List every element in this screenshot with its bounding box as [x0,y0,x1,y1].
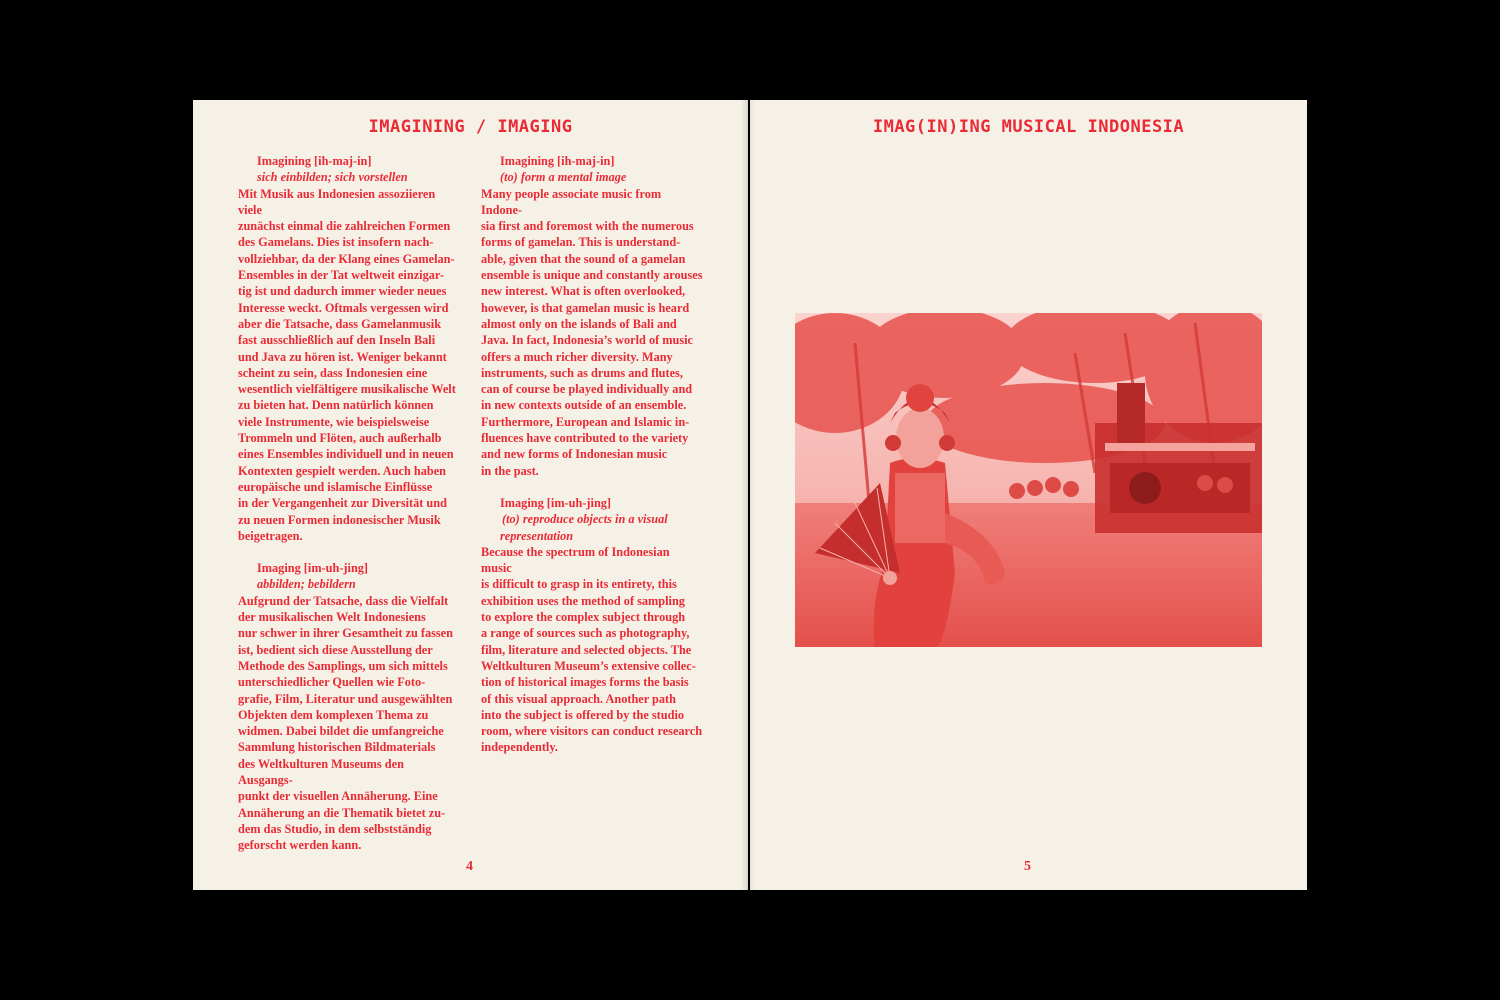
paragraph-imagining-de [238,186,460,545]
text-line: grafie, Film, Literatur und ausgewählten [238,691,453,706]
text-line: in new contexts outside of an ensemble. [481,398,687,413]
text-line: des Gamelans. Dies ist insofern nach- [238,235,434,250]
english-column [481,153,703,756]
text-line: Weltkulturen Museum’s extensive collec- [481,658,696,673]
german-column [238,153,460,853]
text-line: can of course be played individually and [481,382,693,397]
text-line: Java. In fact, Indonesia’s world of music [481,333,694,348]
text-line: and new forms of Indonesian music [481,447,668,462]
text-line: film, literature and selected objects. The [481,642,692,657]
text-line: geforscht werden kann. [238,838,362,853]
text-line: however, is that gamelan music is heard [481,300,690,315]
text-line: Kontexten gespielt werden. Auch haben [238,463,447,478]
text-line: Annäherung an die Thematik bietet zu- [238,805,446,820]
text-line: scheint zu sein, dass Indonesien eine [238,365,428,380]
text-line: room, where visitors can conduct research [481,724,703,739]
page-number-right: 5 [1024,859,1031,874]
term-imaging-de: Imaging [im-uh-jing] [257,561,369,576]
text-line: ist, bedient sich diese Ausstellung der [238,642,433,657]
left-page-heading: IMAGINING / IMAGING [368,117,573,137]
text-line: aber die Tatsache, dass Gamelanmusik [238,316,442,331]
text-line: nur schwer in ihrer Gesamtheit zu fassen [238,626,453,641]
term-imagining-en: Imagining [ih-maj-in] [500,154,615,168]
text-line: der musikalischen Welt Indonesiens [238,610,426,625]
paragraph-imaging-en [481,544,703,756]
text-line: exhibition uses the method of sampling [481,593,685,608]
translation-imaging-en-line2: representation [500,528,574,543]
text-line: unterschiedlicher Quellen wie Foto- [238,675,426,690]
text-line: in der Vergangenheit zur Diversität und [238,496,447,511]
text-line: Aufgrund der Tatsache, dass die Vielfalt [238,593,449,608]
translation-imagining-en: (to) form a mental image [500,170,627,185]
text-line: dem das Studio, in dem selbstständig [238,821,432,836]
text-line: offers a much richer diversity. Many [481,349,673,364]
text-line: tion of historical images forms the basis [481,675,689,690]
text-line: Methode des Samplings, um sich mittels [238,658,448,673]
text-line: Trommeln und Flöten, auch außerhalb [238,431,442,446]
text-line: des Weltkulturen Museums den Ausgangs- [238,756,404,787]
term-imaging-en: Imaging [im-uh-jing] [500,495,612,510]
right-page [750,100,1307,890]
text-line: wesentlich vielfältigere musikalische Welt [238,382,456,397]
text-line: forms of gamelan. This is understand- [481,235,681,250]
paragraph-imaging-de [238,593,460,854]
right-page-heading: IMAG(IN)ING MUSICAL INDONESIA [872,117,1185,137]
text-line: Ensembles in der Tat weltweit einzigar- [238,268,444,283]
text-line: is difficult to grasp in its entirety, this [481,577,677,592]
text-line: to explore the complex subject through [481,610,686,625]
text-line: in the past. [481,463,539,478]
text-line: punkt der visuellen Annäherung. Eine [238,789,438,804]
text-line: sia first and foremost with the numerous [481,219,694,234]
book-spread [193,100,1307,890]
translation-imaging-en-line1: (to) reproduce objects in a visual [502,512,668,527]
text-line: viele Instrumente, wie beispielsweise [238,414,430,429]
text-line: europäische und islamische Einflüsse [238,479,433,494]
text-line: Mit Musik aus Indonesien assoziieren viele [238,186,436,217]
balinese-dancer-photo-icon [795,313,1262,647]
left-page [193,100,748,890]
text-line: almost only on the islands of Bali and [481,316,677,331]
text-line: into the subject is offered by the studio [481,707,685,722]
text-line: Because the spectrum of Indonesian music [481,544,670,576]
text-line: fast ausschließlich auf den Inseln Bali [238,333,436,348]
text-line: vollziehbar, da der Klang eines Gamelan- [238,251,455,266]
text-line: zu bieten hat. Denn natürlich können [238,398,434,413]
translation-imaging-de: abbilden; bebildern [257,577,356,592]
text-line: Furthermore, European and Islamic in- [481,414,690,429]
page-number-left: 4 [466,859,473,874]
text-line: widmen. Dabei bildet die umfangreiche [238,724,444,739]
text-line: fluences have contributed to the variety [481,431,689,446]
text-line: new interest. What is often overlooked, [481,284,686,299]
text-line: tig ist und dadurch immer wieder neues [238,284,447,299]
paragraph-imagining-en [481,186,703,479]
term-imagining-de: Imagining [ih-maj-in] [257,154,372,168]
text-line: beigetragen. [238,528,303,543]
text-line: instruments, such as drums and flutes, [481,365,683,380]
text-line: Many people associate music from Indone- [481,186,662,217]
text-line: Interesse weckt. Oftmals vergessen wird [238,300,449,315]
text-line: Sammlung historischen Bildmaterials [238,740,436,755]
translation-imagining-de: sich einbilden; sich vorstellen [257,170,408,185]
text-line: Objekten dem komplexen Thema zu [238,707,429,722]
text-line: a range of sources such as photography, [481,626,690,641]
text-line: zu neuen Formen indonesischer Musik [238,512,441,527]
text-line: und Java zu hören ist. Weniger bekannt [238,349,447,364]
text-line: eines Ensembles individuell und in neuen [238,447,454,462]
text-line: of this visual approach. Another path [481,691,676,706]
text-line: independently. [481,740,558,755]
text-line: able, given that the sound of a gamelan [481,251,686,266]
text-line: zunächst einmal die zahlreichen Formen [238,219,451,234]
text-line: ensemble is unique and constantly arouses [481,268,703,283]
